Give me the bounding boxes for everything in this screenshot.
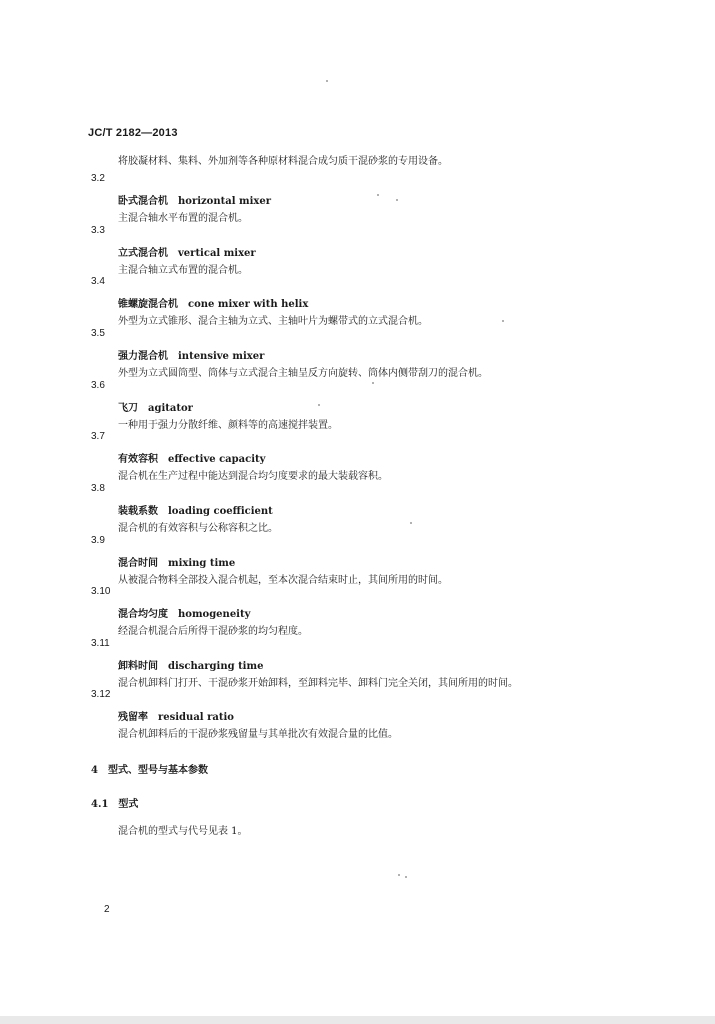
term-definition: 经混合机混合后所得干混砂浆的均匀程度。 [118,626,308,637]
clause-number: 3.3 [91,225,105,236]
term-zh: 锥螺旋混合机 [118,299,178,310]
term-zh: 强力混合机 [118,351,168,362]
scan-speck [396,199,398,201]
clause-number: 3.8 [91,483,105,494]
term-definition: 混合机卸料门打开、干混砂浆开始卸料，至卸料完毕、卸料门完全关闭，其间所用的时间。 [118,678,518,689]
term-definition: 外型为立式圆筒型、筒体与立式混合主轴呈反方向旋转、筒体内侧带刮刀的混合机。 [118,368,488,379]
term-title [118,399,193,414]
scan-edge [0,1016,715,1024]
term-title [118,708,234,723]
intro-definition: 将胶凝材料、集料、外加剂等各种原材料混合成匀质干混砂浆的专用设备。 [118,156,448,167]
scan-speck [377,194,379,196]
scan-speck [405,876,407,878]
paragraph-4-1: 混合机的型式与代号见表 1。 [118,826,248,837]
term-title [118,657,263,672]
term-definition: 主混合轴立式布置的混合机。 [118,265,248,276]
scan-speck [372,382,374,384]
term-en: agitator [148,403,193,414]
term-en: vertical mixer [178,248,256,259]
term-en: horizontal mixer [178,196,271,207]
term-definition: 主混合轴水平布置的混合机。 [118,213,248,224]
clause-number: 3.4 [91,276,105,287]
clause-number: 3.10 [91,586,111,597]
term-zh: 卸料时间 [118,661,158,672]
term-definition: 外型为立式锥形、混合主轴为立式、主轴叶片为螺带式的立式混合机。 [118,316,428,327]
scan-speck [318,404,320,406]
scan-speck [326,80,328,82]
term-definition: 一种用于强力分散纤维、颜料等的高速搅拌装置。 [118,420,338,431]
term-title [118,554,235,569]
term-title [118,605,250,620]
scan-speck [398,874,400,876]
term-title [118,192,271,207]
term-en: cone mixer with helix [188,299,309,310]
term-zh: 装载系数 [118,506,158,517]
term-title [118,347,264,362]
term-title [118,244,256,259]
term-en: intensive mixer [178,351,265,362]
scan-speck [502,320,504,322]
clause-number: 3.12 [91,689,111,700]
term-en: loading coefficient [168,506,273,517]
clause-number: 3.9 [91,535,105,546]
term-zh: 混合时间 [118,558,158,569]
clause-number: 3.2 [91,173,105,184]
standard-header: JC/T 2182—2013 [88,127,178,139]
term-en: residual ratio [158,712,234,723]
term-zh: 混合均匀度 [118,609,168,620]
term-zh: 残留率 [118,712,148,723]
section-heading-4: 4 型式、型号与基本参数 [91,765,208,776]
term-title [118,502,273,517]
term-en: effective capacity [168,454,266,465]
term-zh: 卧式混合机 [118,196,168,207]
term-title [118,295,308,310]
clause-number: 3.6 [91,380,105,391]
clause-number: 3.11 [91,638,110,649]
term-definition: 混合机卸料后的干混砂浆残留量与其单批次有效混合量的比值。 [118,729,398,740]
term-en: homogeneity [178,609,251,620]
term-zh: 有效容积 [118,454,158,465]
term-zh: 飞刀 [118,403,138,414]
term-en: discharging time [168,661,264,672]
clause-number: 3.5 [91,328,105,339]
term-definition: 从被混合物料全部投入混合机起，至本次混合结束时止，其间所用的时间。 [118,575,448,586]
term-title [118,450,265,465]
term-definition: 混合机在生产过程中能达到混合均匀度要求的最大装载容积。 [118,471,388,482]
term-en: mixing time [168,558,236,569]
term-zh: 立式混合机 [118,248,168,259]
term-definition: 混合机的有效容积与公称容积之比。 [118,523,278,534]
subsection-heading-4-1: 4.1 型式 [91,799,139,810]
clause-number: 3.7 [91,431,105,442]
scan-speck [410,522,412,524]
page-number: 2 [104,904,110,915]
